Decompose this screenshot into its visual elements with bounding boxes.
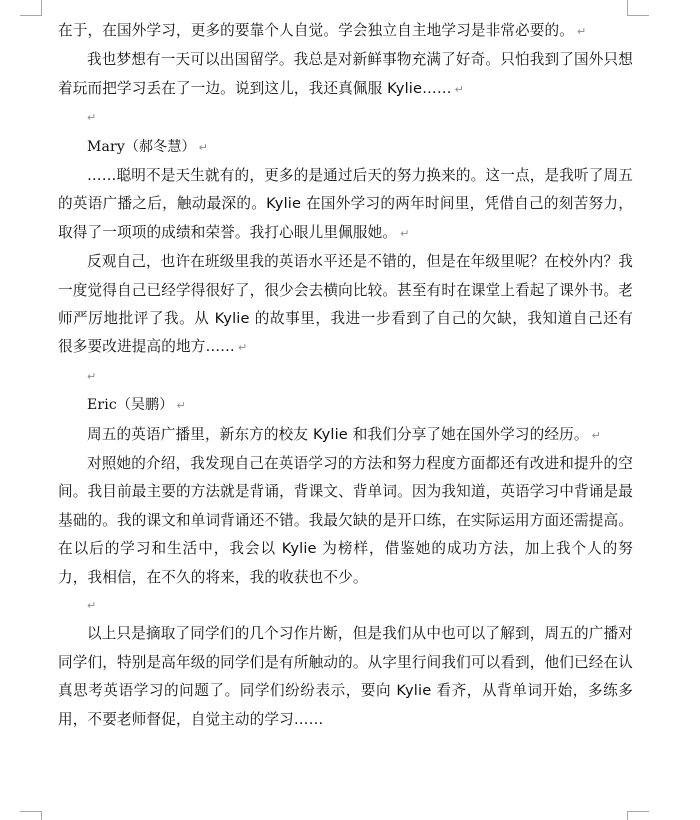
paragraph — [58, 248, 633, 363]
paragraph-mark-icon: ↵ — [198, 140, 209, 154]
page-corner-mark — [20, 15, 42, 16]
author-heading — [58, 133, 633, 162]
paragraph-text: 以上只是摘取了同学们的几个习作片断，但是我们从中也可以了解到，周五的广播对同学们，特别是高年级的同学们是有所触动的。从字里行间我们可以看到，他们已经在认真思考英语学习的问题了。同学们纷纷表示，要向 Kylie 看齐，从背单词开始，多练多用，不要老师督促，自觉主动的学习…… — [58, 625, 634, 728]
page-corner-mark — [627, 15, 649, 16]
paragraph-mark-icon: ↵ — [577, 25, 587, 38]
author-name: Mary（郝冬慧） — [87, 138, 196, 155]
paragraph-mark-icon: ↵ — [237, 341, 248, 355]
page-corner-mark — [627, 811, 628, 820]
author-name: Eric（吴鹏） — [87, 397, 174, 414]
paragraph-text: 周五的英语广播里，新东方的校友 Kylie 和我们分享了她在国外学习的经历。 — [87, 425, 589, 443]
paragraph-text: 在于，在国外学习，更多的要靠个人自觉。学会独立自主地学习是非常必要的。 — [58, 22, 575, 39]
author-heading — [58, 391, 633, 420]
page-corner-mark — [20, 811, 42, 812]
paragraph-mark-icon: ↵ — [454, 82, 464, 96]
empty-paragraph — [58, 104, 633, 132]
paragraph-mark-icon: ↵ — [87, 369, 97, 383]
paragraph-mark-icon: ↵ — [87, 111, 97, 125]
paragraph — [58, 46, 633, 104]
paragraph-mark-icon: ↵ — [591, 428, 601, 442]
page-corner-mark — [41, 811, 42, 820]
page-corner-mark — [627, 0, 628, 16]
page-corner-mark — [41, 0, 42, 16]
paragraph — [58, 162, 633, 248]
page-corner-mark — [627, 811, 649, 812]
paragraph-text: 我也梦想有一天可以出国留学。我总是对新鲜事物充满了好奇。只怕我到了国外只想着玩而把学习丢在了一边。说到这儿，我还真佩服 Kylie…… — [58, 51, 633, 97]
paragraph-text: ……聪明不是天生就有的，更多的是通过后天的努力换来的。这一点，是我听了周五的英语广播之后，触动最深的。Kylie 在国外学习的两年时间里，凭借自己的刻苦努力，取得了一项项的成绩和荣誉。我打心眼儿里佩服她。 — [58, 167, 633, 241]
paragraph — [58, 450, 633, 592]
paragraph — [58, 620, 633, 734]
paragraph-text: 反观自己，也许在班级里我的英语水平还是不错的，但是在年级里呢？在校外内？我一度觉得自己已经学得很好了，很少会去横向比较。甚至有时在课堂上看起了课外书。老师严厉地批评了我。从 Kylie 的故事里，我进一步看到了自己的欠缺，我知道自己还有很多要改进提高的地方…… — [58, 253, 634, 356]
paragraph — [58, 17, 633, 46]
empty-paragraph — [58, 363, 633, 391]
paragraph — [58, 421, 633, 450]
paragraph-mark-icon: ↵ — [400, 226, 410, 240]
paragraph-mark-icon: ↵ — [87, 599, 97, 613]
document-body[interactable] — [58, 17, 633, 734]
empty-paragraph — [58, 592, 633, 620]
paragraph-text: 对照她的介绍，我发现自己在英语学习的方法和努力程度方面都还有改进和提升的空间。我目前最主要的方法就是背诵，背课文、背单词。因为我知道，英语学习中背诵是最基础的。我的课文和单词背诵还不错。我最欠缺的是开口练，在实际运用方面还需提高。在以后的学习和生活中，我会以 Kylie 为榜样，借鉴她的成功方法，加上我个人的努力，我相信，在不久的将来，我的收获也不少。 — [58, 455, 634, 586]
paragraph-mark-icon: ↵ — [176, 399, 186, 413]
